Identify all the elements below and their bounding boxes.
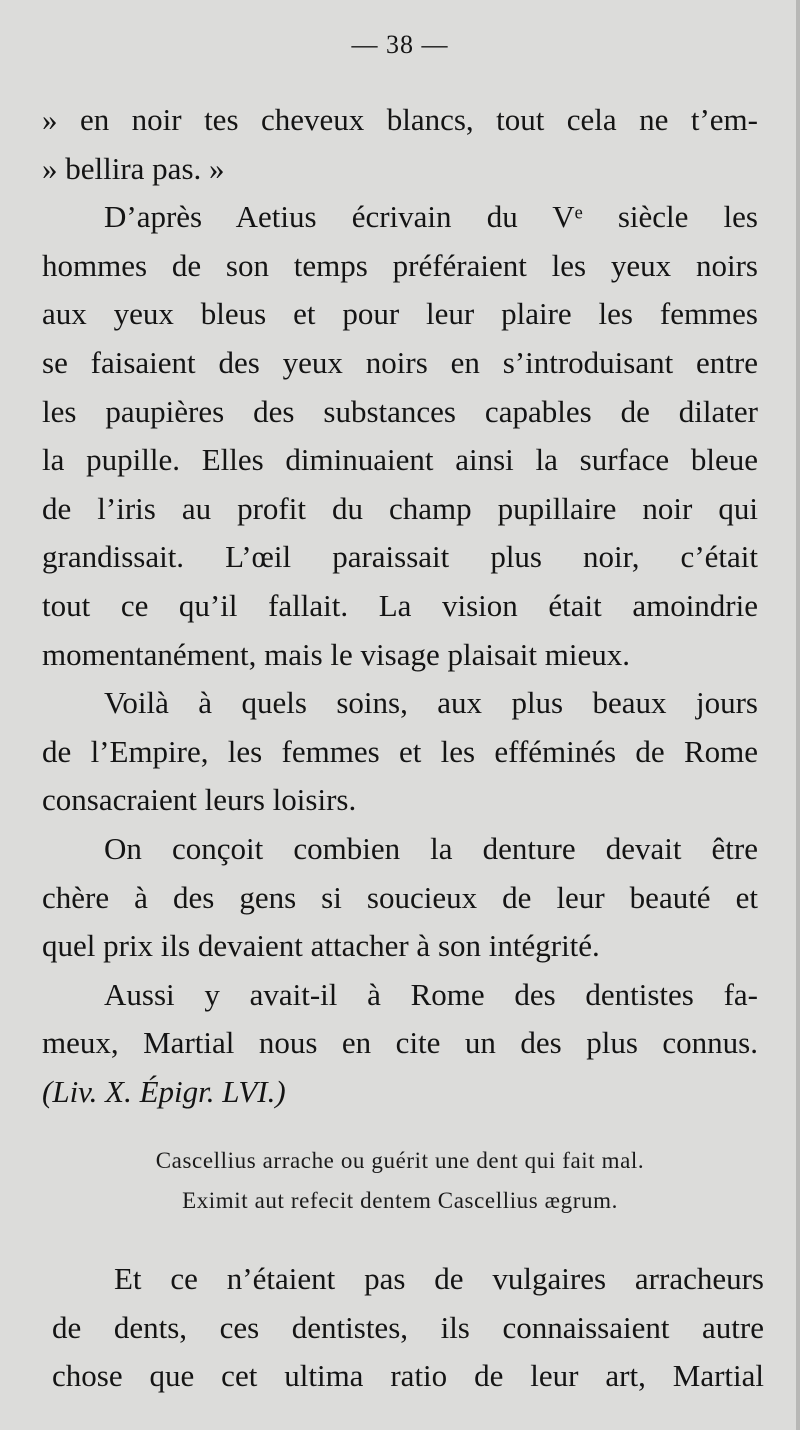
citation: (Liv. X. Épigr. LVI.) [42,1073,286,1109]
text-line: quel prix ils devaient attacher à son intégrité. [42,928,600,964]
text-line: momentanément, mais le visage plaisait mieux. [42,636,630,672]
text-line: aux yeux bleus et pour leur plaire les femmes [42,296,758,332]
text-line: consacraient leurs loisirs. [42,782,357,818]
text-line: meux, Martial nous en cite un des plus connus. [42,1025,758,1061]
text-line: » en noir tes cheveux blancs, tout cela ne t’em- [42,102,758,137]
epigram-quote [0,1141,800,1221]
text-line: » bellira pas. » [42,150,225,186]
text-line: tout ce qu’il fallait. La vision était amoindrie [42,587,758,623]
text-line: On conçoit combien la denture devait être [104,830,758,866]
text-line: chère à des gens si soucieux de leur beauté et [42,879,758,915]
continuation-text-block [52,1255,764,1401]
text-line: Aussi y avait-il à Rome des dentistes fa- [104,976,758,1012]
text-line: grandissait. L’œil paraissait plus noir, c’était [42,539,758,575]
text-line: de l’iris au profit du champ pupillaire noir qui [42,490,758,526]
text-line: hommes de son temps préféraient les yeux noirs [42,247,758,283]
text-line: Et ce n’étaient pas de vulgaires arracheurs [114,1261,764,1296]
page-edge-shadow [796,0,800,1430]
page-number: — 38 — [351,30,449,59]
text-line: de l’Empire, les femmes et les efféminés de Rome [42,733,758,769]
quote-latin: Eximit aut refecit dentem Cascellius ægrum. [182,1188,618,1213]
text-line: D’après Aetius écrivain du Vᵉ siècle les [104,199,758,235]
text-line: Voilà à quels soins, aux plus beaux jours [104,685,758,721]
quote-french: Cascellius arrache ou guérit une dent qui fait mal. [155,1148,645,1173]
text-line: la pupille. Elles diminuaient ainsi la surface bleue [42,442,758,478]
text-line: chose que cet ultima ratio de leur art, Martial [52,1358,764,1394]
text-line: les paupières des substances capables de dilater [42,393,758,429]
main-text-block [42,96,758,1116]
text-line: de dents, ces dentistes, ils connaissaient autre [52,1309,764,1345]
text-line: se faisaient des yeux noirs en s’introduisant entre [42,344,758,380]
